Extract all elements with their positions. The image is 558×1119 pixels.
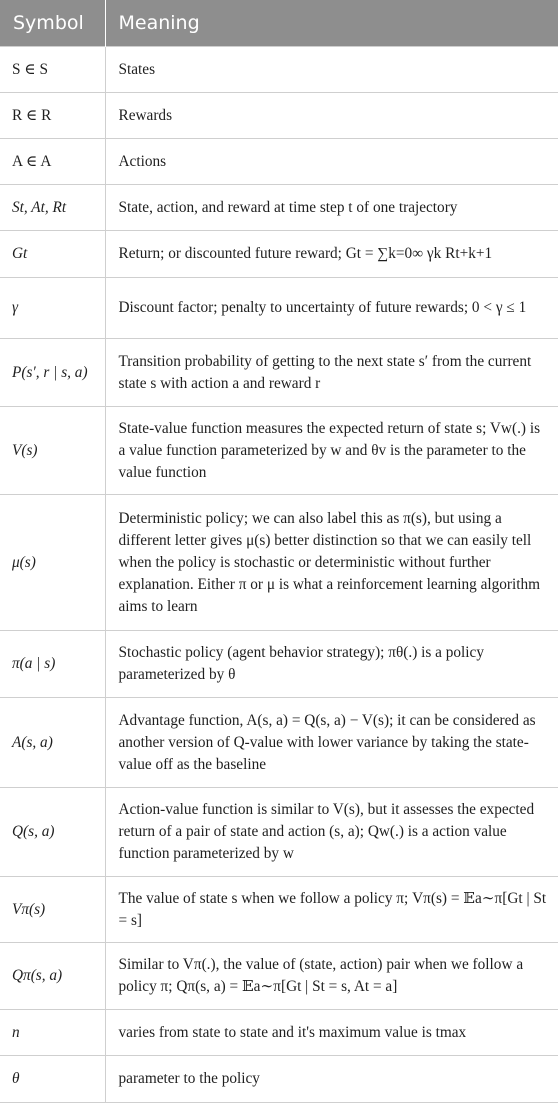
meaning-cell: Actions bbox=[105, 139, 558, 185]
symbol-cell: S ∈ S bbox=[0, 47, 105, 93]
table-row bbox=[0, 407, 558, 495]
meaning-cell: The value of state s when we follow a policy π; Vπ(s) = 𝔼a∼π[Gt | St = s] bbox=[105, 877, 558, 943]
symbol-cell: R ∈ R bbox=[0, 93, 105, 139]
table-row bbox=[0, 1056, 558, 1103]
meaning-cell: Deterministic policy; we can also label this as π(s), but using a different letter gives μ(s) better distinction so that we can easily tell when the policy is stochastic or deterministic without further explanation. Either π or μ is what a reinforcement learning algorithm aims to learn bbox=[105, 495, 558, 631]
table-row bbox=[0, 1010, 558, 1056]
meaning-cell: Similar to Vπ(.), the value of (state, action) pair when we follow a policy π; Qπ(s, a) = 𝔼a∼π[Gt | St = s, At = a] bbox=[105, 943, 558, 1010]
symbol-cell: A(s, a) bbox=[0, 698, 105, 788]
table-row bbox=[0, 631, 558, 698]
table-row bbox=[0, 943, 558, 1010]
meaning-cell: Rewards bbox=[105, 93, 558, 139]
table-row bbox=[0, 495, 558, 631]
table-row bbox=[0, 231, 558, 278]
symbol-cell: γ bbox=[0, 278, 105, 339]
meaning-cell: Transition probability of getting to the next state s′ from the current state s with action a and reward r bbox=[105, 339, 558, 407]
meaning-cell: varies from state to state and it's maximum value is tmax bbox=[105, 1010, 558, 1056]
symbol-cell: Vπ(s) bbox=[0, 877, 105, 943]
table-row bbox=[0, 139, 558, 185]
symbol-cell: Q(s, a) bbox=[0, 788, 105, 877]
symbol-header: Symbol bbox=[0, 0, 105, 47]
symbol-cell: θ bbox=[0, 1056, 105, 1103]
table-row bbox=[0, 877, 558, 943]
meaning-cell: Discount factor; penalty to uncertainty of future rewards; 0 < γ ≤ 1 bbox=[105, 278, 558, 339]
symbol-cell: St, At, Rt bbox=[0, 185, 105, 231]
meaning-cell: State, action, and reward at time step t of one trajectory bbox=[105, 185, 558, 231]
meaning-cell: Action-value function is similar to V(s), but it assesses the expected return of a pair of state and action (s, a); Qw(.) is a action value function parameterized by w bbox=[105, 788, 558, 877]
table-row bbox=[0, 93, 558, 139]
symbol-cell: Qπ(s, a) bbox=[0, 943, 105, 1010]
meaning-cell: States bbox=[105, 47, 558, 93]
meaning-header: Meaning bbox=[105, 0, 558, 47]
meaning-cell: Return; or discounted future reward; Gt = ∑k=0∞ γk Rt+k+1 bbox=[105, 231, 558, 278]
table-row bbox=[0, 47, 558, 93]
symbol-cell: n bbox=[0, 1010, 105, 1056]
symbol-cell: P(s′, r | s, a) bbox=[0, 339, 105, 407]
symbol-cell: A ∈ A bbox=[0, 139, 105, 185]
header-row bbox=[0, 0, 558, 47]
table-row bbox=[0, 788, 558, 877]
meaning-cell: Stochastic policy (agent behavior strategy); πθ(.) is a policy parameterized by θ bbox=[105, 631, 558, 698]
table-row bbox=[0, 339, 558, 407]
meaning-cell: parameter to the policy bbox=[105, 1056, 558, 1103]
table-row bbox=[0, 698, 558, 788]
meaning-cell: Advantage function, A(s, a) = Q(s, a) − V(s); it can be considered as another version of Q-value with lower variance by taking the state-value off as the baseline bbox=[105, 698, 558, 788]
table-row bbox=[0, 278, 558, 339]
table-row bbox=[0, 185, 558, 231]
symbol-cell: Gt bbox=[0, 231, 105, 278]
symbol-cell: μ(s) bbox=[0, 495, 105, 631]
meaning-cell: State-value function measures the expected return of state s; Vw(.) is a value function parameterized by w and θv is the parameter to the value function bbox=[105, 407, 558, 495]
symbol-cell: π(a | s) bbox=[0, 631, 105, 698]
symbol-cell: V(s) bbox=[0, 407, 105, 495]
